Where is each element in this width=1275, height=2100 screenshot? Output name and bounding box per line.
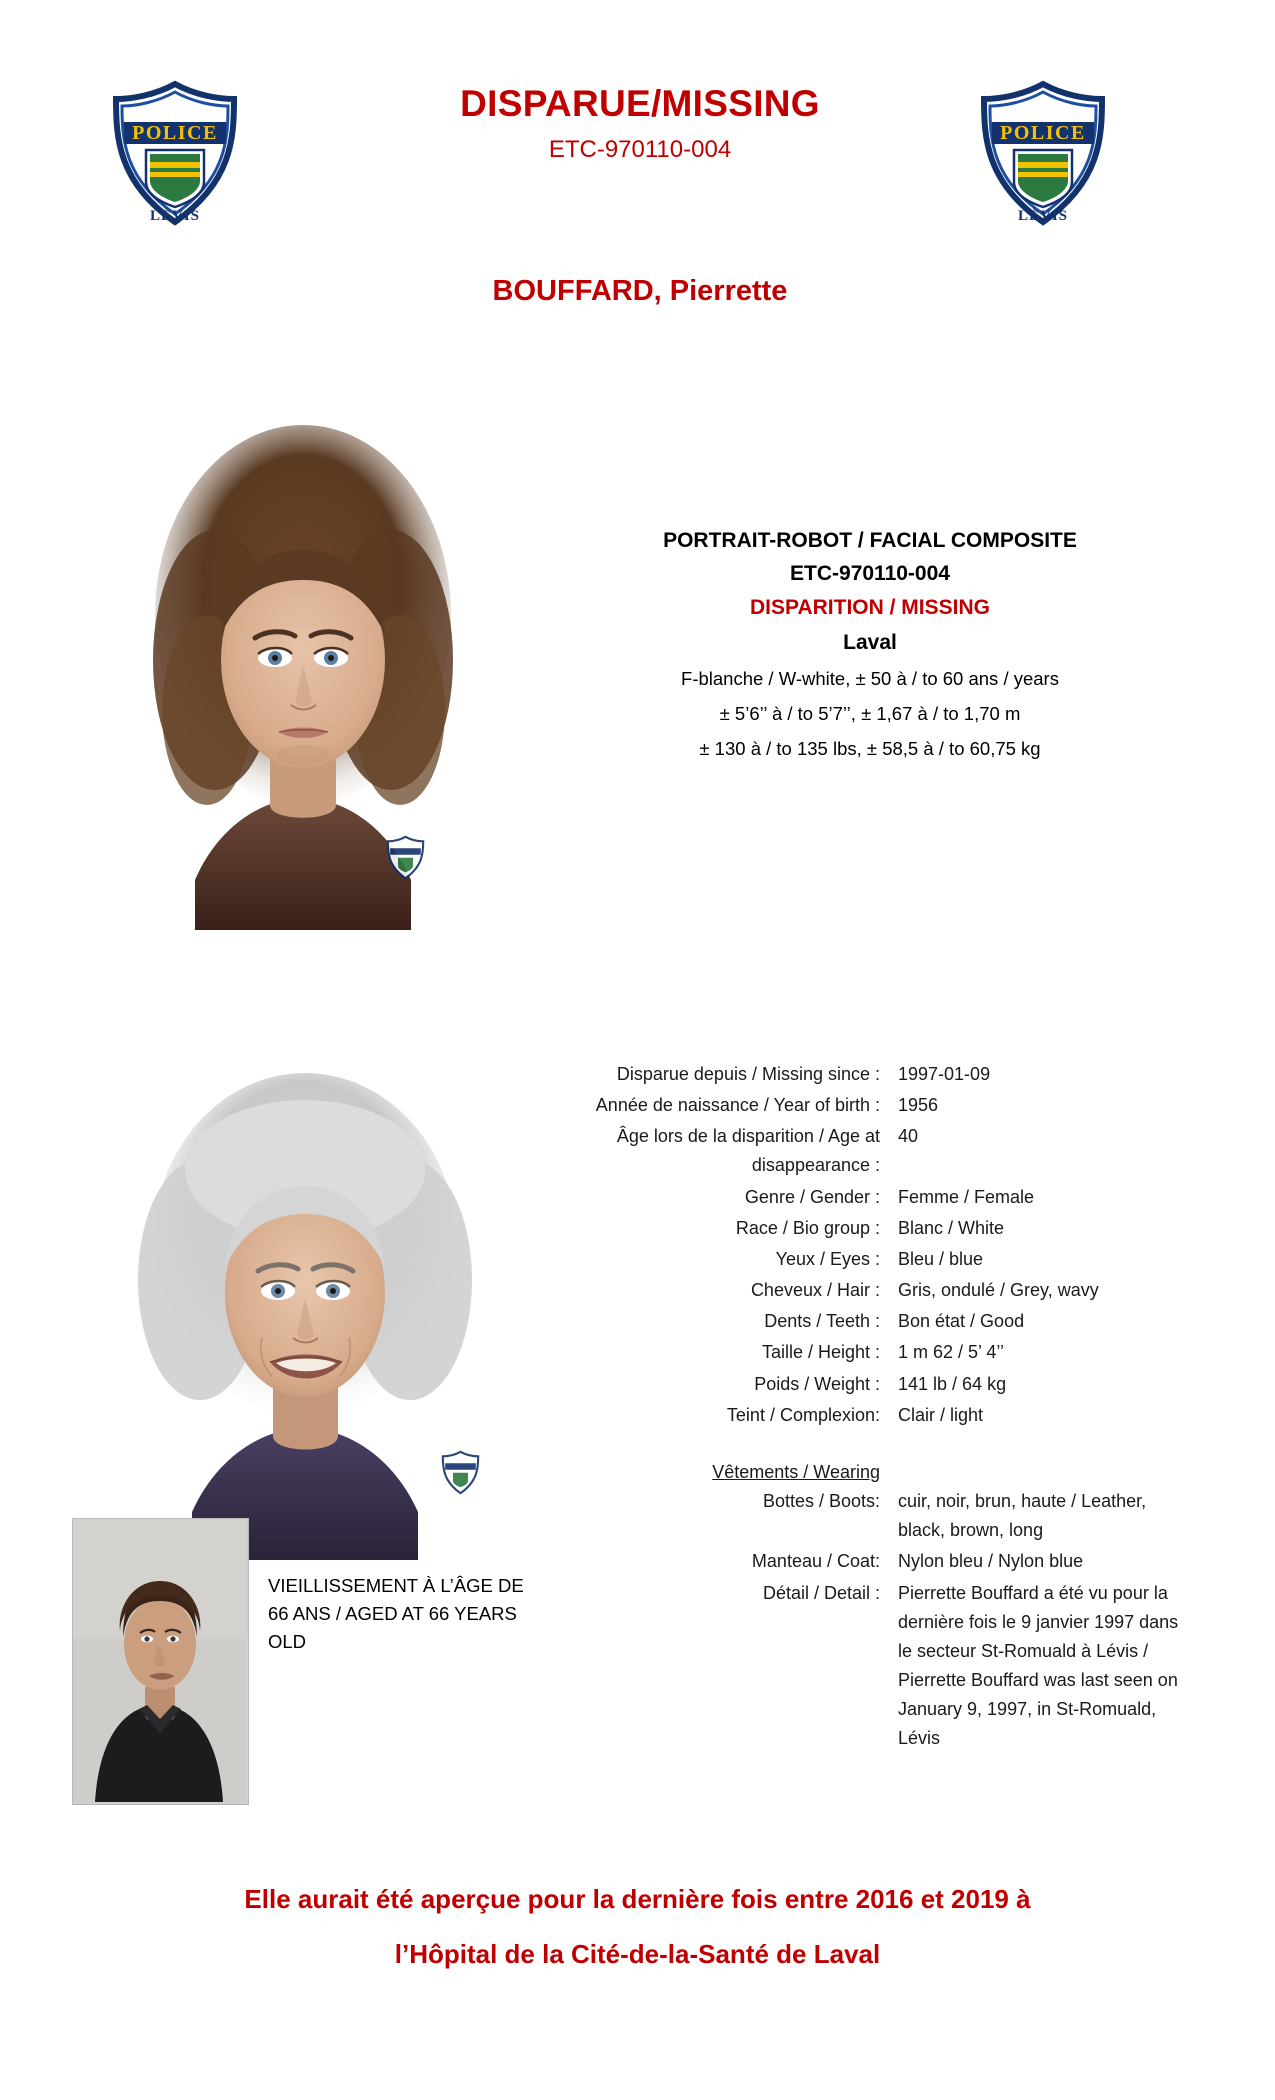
detail-value: Gris, ondulé / Grey, wavy: [898, 1280, 1099, 1301]
detail-value: 40: [898, 1126, 919, 1147]
wearing-section-label: Vêtements / Wearing: [712, 1461, 880, 1482]
facial-composite-image: [95, 410, 515, 930]
composite-case-number: ETC-970110-004: [790, 561, 950, 585]
table-row: [560, 1370, 1190, 1401]
detail-value: Femme / Female: [898, 1186, 1035, 1207]
table-row: [560, 1091, 1190, 1122]
footer-line-1: Elle aurait été aperçue pour la dernière fois entre 2016 et 2019 à: [244, 1884, 1031, 1914]
table-row: [560, 1183, 1190, 1214]
details-table: [560, 1060, 1190, 1755]
poster-header: [0, 78, 1275, 228]
composite-location: Laval: [843, 630, 897, 654]
detail-value: 1956: [898, 1095, 939, 1116]
age-progression-image: [100, 1050, 520, 1560]
police-badge-left-icon: [100, 78, 250, 228]
svg-text:LÉVIS: LÉVIS: [149, 208, 201, 224]
title-block: [300, 84, 980, 164]
table-row: [560, 1579, 1190, 1756]
detail-value: Bleu / blue: [898, 1248, 984, 1269]
detail-label: Dents / Teeth :: [764, 1311, 880, 1332]
detail-label: Taille / Height :: [761, 1342, 880, 1363]
composite-line-2: ± 5’6’’ à / to 5’7’’, ± 1,67 à / to 1,70 m: [719, 703, 1021, 725]
table-row: [560, 1276, 1190, 1307]
table-row: [560, 1307, 1190, 1338]
table-row: [560, 1338, 1190, 1369]
composite-one-description: [560, 525, 1180, 764]
detail-value: Blanc / White: [898, 1217, 1005, 1238]
detail-label: Genre / Gender :: [744, 1186, 880, 1207]
wearing-section-title: [560, 1458, 890, 1487]
detail-label: Yeux / Eyes :: [775, 1248, 880, 1269]
detail-label: Race / Bio group :: [735, 1217, 880, 1238]
composite-line-3: ± 130 à / to 135 lbs, ± 58,5 à / to 60,75 kg: [699, 738, 1041, 760]
svg-text:POLICE: POLICE: [132, 122, 218, 144]
wearing-value: Nylon bleu / Nylon blue: [898, 1551, 1084, 1572]
wearing-label: Bottes / Boots:: [762, 1491, 880, 1512]
wearing-value: cuir, noir, brun, haute / Leather, black, brown, long: [898, 1491, 1147, 1541]
footer-notice: [90, 1872, 1185, 1981]
wearing-label: Manteau / Coat:: [751, 1551, 880, 1572]
table-row: [560, 1401, 1190, 1432]
table-row: [560, 1487, 1190, 1547]
composite-status: DISPARITION / MISSING: [750, 596, 990, 620]
age-progression-caption: VIEILLISSEMENT À L’ÂGE DE 66 ANS / AGED AT 66 YEARS OLD: [268, 1575, 524, 1652]
composite-line-1: F-blanche / W-white, ± 50 à / to 60 ans / years: [681, 668, 1059, 690]
composite-heading: PORTRAIT-ROBOT / FACIAL COMPOSITE: [663, 529, 1077, 552]
table-row: [560, 1547, 1190, 1578]
table-row: [560, 1214, 1190, 1245]
svg-text:POLICE: POLICE: [1000, 122, 1086, 144]
wearing-label: Détail / Detail :: [762, 1582, 880, 1603]
detail-label: Année de naissance / Year of birth :: [595, 1095, 880, 1116]
detail-value: Bon état / Good: [898, 1311, 1025, 1332]
detail-label: Disparue depuis / Missing since :: [616, 1064, 880, 1084]
person-name: BOUFFARD, Pierrette: [492, 275, 788, 307]
case-number-header: ETC-970110-004: [548, 135, 732, 163]
footer-line-2: l’Hôpital de la Cité-de-la-Santé de Laval: [394, 1938, 881, 1969]
table-row: [560, 1122, 1190, 1182]
detail-label: Âge lors de la disparition / Age at disappearance :: [616, 1126, 880, 1176]
detail-value: 1 m 62 / 5’ 4’’: [898, 1342, 1005, 1363]
detail-value: 141 lb / 64 kg: [898, 1373, 1007, 1394]
wearing-value: Pierrette Bouffard a été vu pour la dernière fois le 9 janvier 1997 dans le secteur St-Romuald à Lévis / Pierrette Bouffard was last seen on January 9, 1997, in St-Romuald, Lévis: [898, 1582, 1179, 1749]
detail-value: Clair / light: [898, 1404, 984, 1425]
detail-label: Poids / Weight :: [754, 1373, 880, 1394]
police-badge-right-icon: [968, 78, 1118, 228]
svg-text:LÉVIS: LÉVIS: [1017, 208, 1069, 224]
table-row: [560, 1060, 1190, 1091]
detail-value: 1997-01-09: [898, 1064, 991, 1084]
table-row: [560, 1245, 1190, 1276]
detail-label: Cheveux / Hair :: [750, 1280, 880, 1301]
original-photo: [72, 1518, 249, 1805]
detail-label: Teint / Complexion:: [726, 1404, 880, 1425]
page-title: DISPARUE/MISSING: [460, 83, 820, 124]
